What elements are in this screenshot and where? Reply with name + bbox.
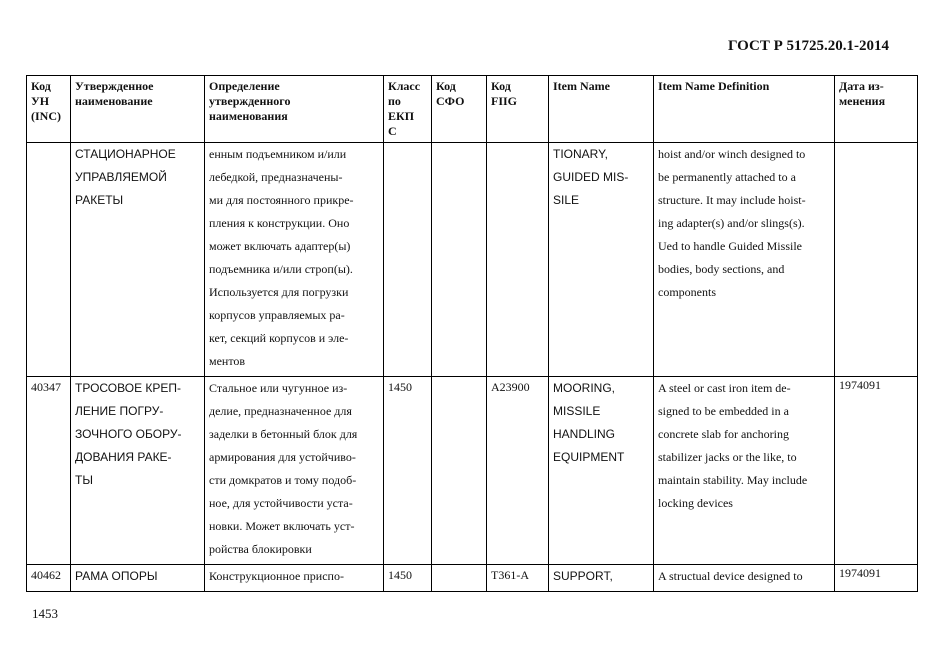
table-row [27,565,918,592]
cell-change-date: 1974091 [835,565,918,592]
column-header-ekps-class: Класс по ЕКП С [384,76,432,143]
cell-ekps-class: 1450 [384,377,432,565]
cell-change-date [835,143,918,377]
table-row [27,377,918,565]
cell-inc [27,143,71,377]
cell-approved-name: СТАЦИОНАРНОЕ УПРАВЛЯЕМОЙ РАКЕТЫ [71,143,205,377]
cell-item-name-definition: hoist and/or winch designed to be permanently attached to a structure. It may include hoist- ing adapter(s) and/or slings(s). Ued to handle Guided Missile bodies, body sections, and components [654,143,835,377]
column-header-fiig-code: Код FIIG [487,76,549,143]
table-row [27,143,918,377]
cell-ekps-class: 1450 [384,565,432,592]
document-code: ГОСТ Р 51725.20.1-2014 [727,38,889,54]
column-header-inc: Код УН (INC) [27,76,71,143]
page-number: 1453 [32,606,58,621]
cell-approved-name: ТРОСОВОЕ КРЕП- ЛЕНИЕ ПОГРУ- ЗОЧНОГО ОБОРУ- ДОВАНИЯ РАКЕ- ТЫ [71,377,205,565]
cell-definition: енным подъемником и/или лебедкой, предназначены- ми для постоянного прикре- пления к конструкции. Оно может включать адаптер(ы) подъемника и/или строп(ы). Используется для погрузки корпусов управляемых ра- кет, секций корпусов и эле- ментов [205,143,384,377]
cell-item-name-definition: A structual device designed to [654,565,835,592]
column-header-item-name: Item Name [549,76,654,143]
cell-fiig-code: A23900 [487,377,549,565]
cell-item-name: MOORING, MISSILE HANDLING EQUIPMENT [549,377,654,565]
cell-definition: Конструкционное приспо- [205,565,384,592]
cell-inc: 40462 [27,565,71,592]
column-header-sfo-code: Код СФО [432,76,487,143]
cell-fiig-code: T361-A [487,565,549,592]
nomenclature-table [26,75,918,592]
cell-fiig-code [487,143,549,377]
cell-sfo-code [432,377,487,565]
cell-approved-name: РАМА ОПОРЫ [71,565,205,592]
cell-change-date: 1974091 [835,377,918,565]
column-header-approved-name: Утвержденное наименование [71,76,205,143]
cell-inc: 40347 [27,377,71,565]
cell-definition: Стальное или чугунное из- делие, предназначенное для заделки в бетонный блок для армирования для устойчиво- сти домкратов и тому подоб- ное, для устойчивости уста- новки. Может включать уст- ройства блокировки [205,377,384,565]
cell-ekps-class [384,143,432,377]
cell-item-name-definition: A steel or cast iron item de- signed to be embedded in a concrete slab for anchoring stabilizer jacks or the like, to maintain stability. May include locking devices [654,377,835,565]
column-header-change-date: Дата из- менения [835,76,918,143]
cell-item-name: TIONARY, GUIDED MIS- SILE [549,143,654,377]
column-header-definition: Определение утвержденного наименования [205,76,384,143]
cell-sfo-code [432,143,487,377]
table-header-row [27,76,918,143]
cell-item-name: SUPPORT, [549,565,654,592]
column-header-item-name-definition: Item Name Definition [654,76,835,143]
cell-sfo-code [432,565,487,592]
